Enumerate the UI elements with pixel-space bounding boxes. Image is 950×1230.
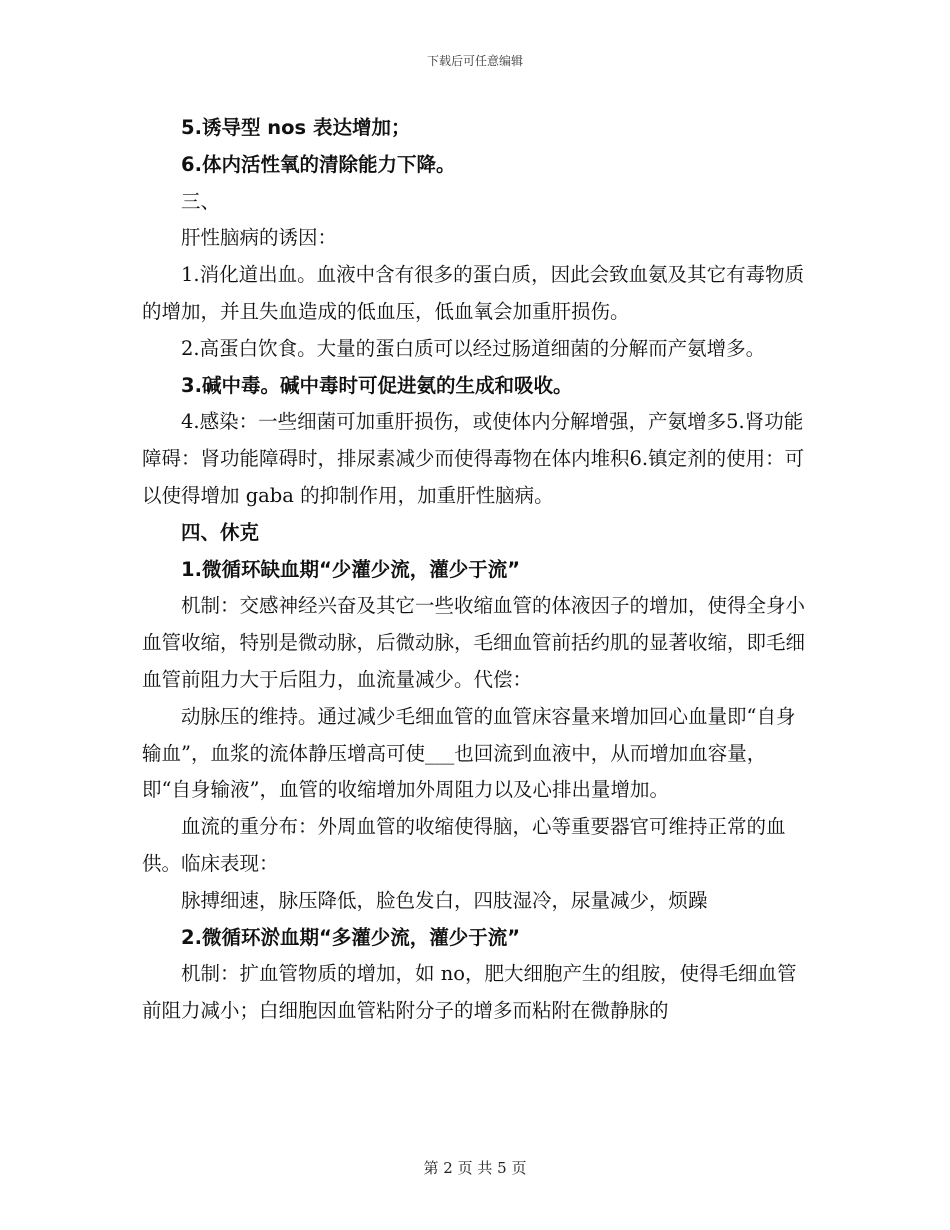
paragraph: 三、 xyxy=(181,189,221,213)
paragraph: 血流的重分布：外周血管的收缩使得脑，心等重要器官可维持正常的血供。临床表现： xyxy=(142,815,786,875)
paragraph: 2.微循环淤血期“多灌少流，灌少于流” xyxy=(181,925,521,949)
document-body xyxy=(142,110,810,1030)
paragraph: 2.高蛋白饮食。大量的蛋白质可以经过肠道细菌的分解而产氨增多。 xyxy=(181,336,766,360)
page-number: 第 2 页 共 5 页 xyxy=(423,1159,527,1177)
page-header: 下载后可任意编辑 xyxy=(426,54,523,68)
paragraph: 机制：交感神经兴奋及其它一些收缩血管的体液因子的增加，使得全身小血管收缩，特别是微动脉，后微动脉，毛细血管前括约肌的显著收缩，即毛细血管前阻力大于后阻力，血流量减少。代偿： xyxy=(142,594,806,691)
paragraph: 肝性脑病的诱因： xyxy=(181,226,338,250)
paragraph: 1.消化道出血。血液中含有很多的蛋白质，因此会致血氨及其它有毒物质的增加，并且失血造成的低血压，低血氧会加重肝损伤。 xyxy=(142,263,805,323)
paragraph: 动脉压的维持。通过减少毛细血管的血管床容量来增加回心血量即“自身输血”，血浆的流体静压增高可使___也回流到血液中，从而增加血容量，即“自身输液”，血管的收缩增加外周阻力以及心排出量增加。 xyxy=(142,704,796,802)
paragraph: 四、休克 xyxy=(181,520,260,544)
paragraph: 6.体内活性氧的清除能力下降。 xyxy=(181,152,456,176)
paragraph: 3.碱中毒。碱中毒时可促进氨的生成和吸收。 xyxy=(181,373,573,397)
paragraph: 机制：扩血管物质的增加，如 no，肥大细胞产生的组胺，使得毛细血管前阻力减小；白细胞因血管粘附分子的增多而粘附在微静脉的 xyxy=(142,962,797,1023)
paragraph: 4.感染：一些细菌可加重肝损伤，或使体内分解增强，产氨增多5.肾功能障碍：肾功能障碍时，排尿素减少而使得毒物在体内堆积6.镇定剂的使用：可以使得增加 gaba 的抑制作用，加重肝性脑病。 xyxy=(142,410,805,507)
paragraph: 5.诱导型 nos 表达增加； xyxy=(181,116,411,139)
paragraph: 脉搏细速，脉压降低，脸色发白，四肢湿冷，尿量减少，烦躁 xyxy=(181,888,708,912)
paragraph: 1.微循环缺血期“少灌少流，灌少于流” xyxy=(181,557,521,581)
